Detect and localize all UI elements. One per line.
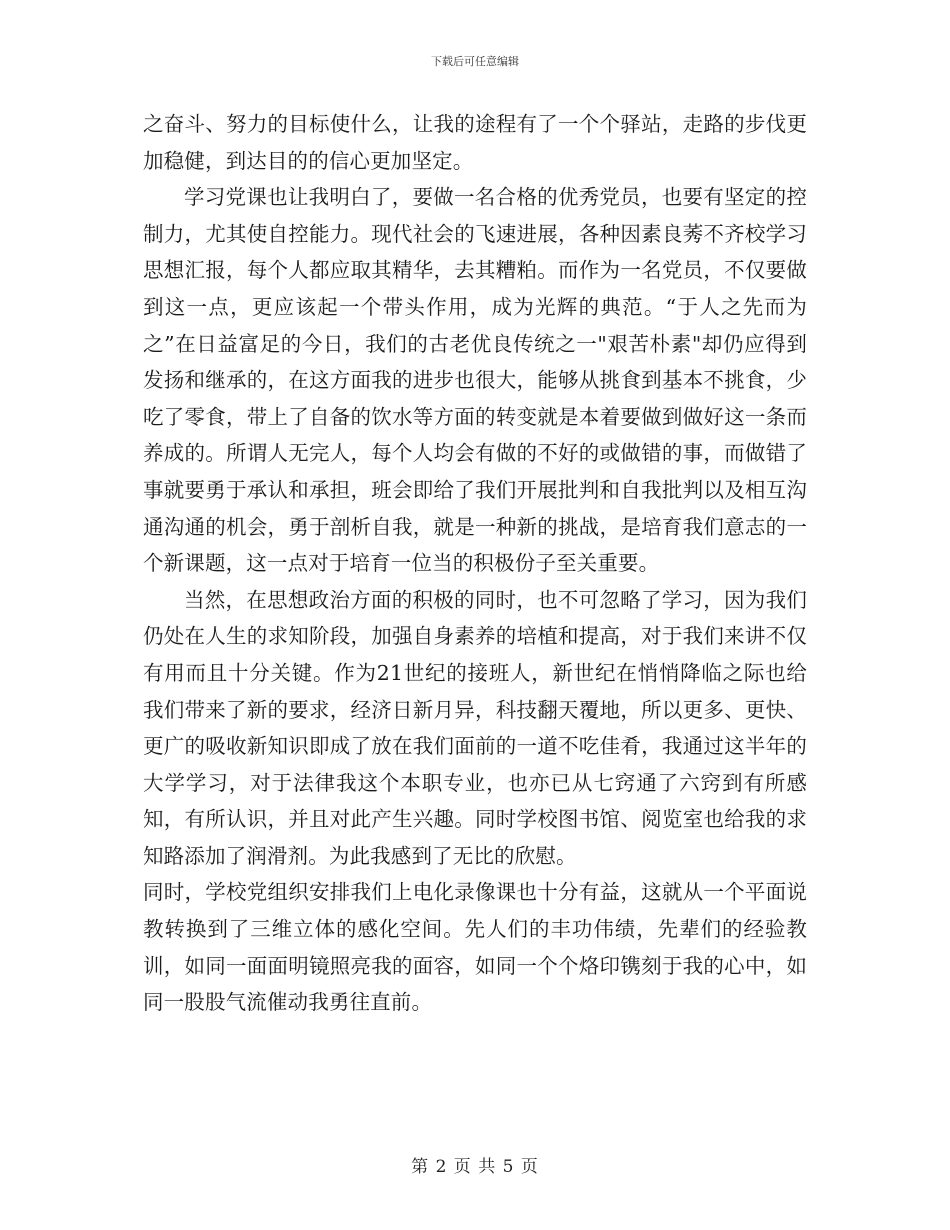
page-header-note: 下载后可任意编辑 xyxy=(431,55,519,68)
paragraph-1: 之奋斗、努力的目标使什么，让我的途程有了一个个驿站，走路的步伐更加稳健，到达目的的信心更加坚定。 xyxy=(143,112,807,173)
page-number-footer: 第 2 页 共 5 页 xyxy=(411,1157,539,1177)
document-body xyxy=(143,106,807,1021)
paragraph-2: 学习党课也让我明白了，要做一名合格的优秀党员，也要有坚定的控制力，尤其使自控能力。现代社会的飞速进展，各种因素良莠不齐校学习思想汇报，每个人都应取其精华，去其糟粕。而作为一名党员，不仅要做到这一点，更应该起一个带头作用，成为光辉的典范。“于人之先而为之”在日益富足的今日，我们的古老优良传统之一"艰苦朴素"却仍应得到发扬和继承的，在这方面我的进步也很大，能够从挑食到基本不挑食，少吃了零食，带上了自备的饮水等方面的转变就是本着要做到做好这一条而养成的。所谓人无完人，每个人均会有做的不好的或做错的事，而做错了事就要勇于承认和承担，班会即给了我们开展批判和自我批判以及相互沟通沟通的机会，勇于剖析自我，就是一种新的挑战，是培育我们意志的一个新课题，这一点对于培育一位当的积极份子至关重要。 xyxy=(143,185,807,576)
paragraph-4: 同时，学校党组织安排我们上电化录像课也十分有益，这就从一个平面说教转换到了三维立体的感化空间。先人们的丰功伟绩，先辈们的经验教训，如同一面面明镜照亮我的面容，如同一个个烙印镌刻于我的心中，如同一股股气流催动我勇往直前。 xyxy=(143,880,807,1015)
paragraph-3: 当然，在思想政治方面的积极的同时，也不可忽略了学习，因为我们仍处在人生的求知阶段，加强自身素养的培植和提高，对于我们来讲不仅有用而且十分关键。作为21世纪的接班人，新世纪在悄悄降临之际也给我们带来了新的要求，经济日新月异，科技翻天覆地，所以更多、更快、更广的吸收新知识即成了放在我们面前的一道不吃佳肴，我通过这半年的大学学习，对于法律我这个本职专业，也亦已从七窍通了六窍到有所感知，有所认识，并且对此产生兴趣。同时学校图书馆、阅览室也给我的求知路添加了润滑剂。为此我感到了无比的欣慰。 xyxy=(143,587,807,868)
